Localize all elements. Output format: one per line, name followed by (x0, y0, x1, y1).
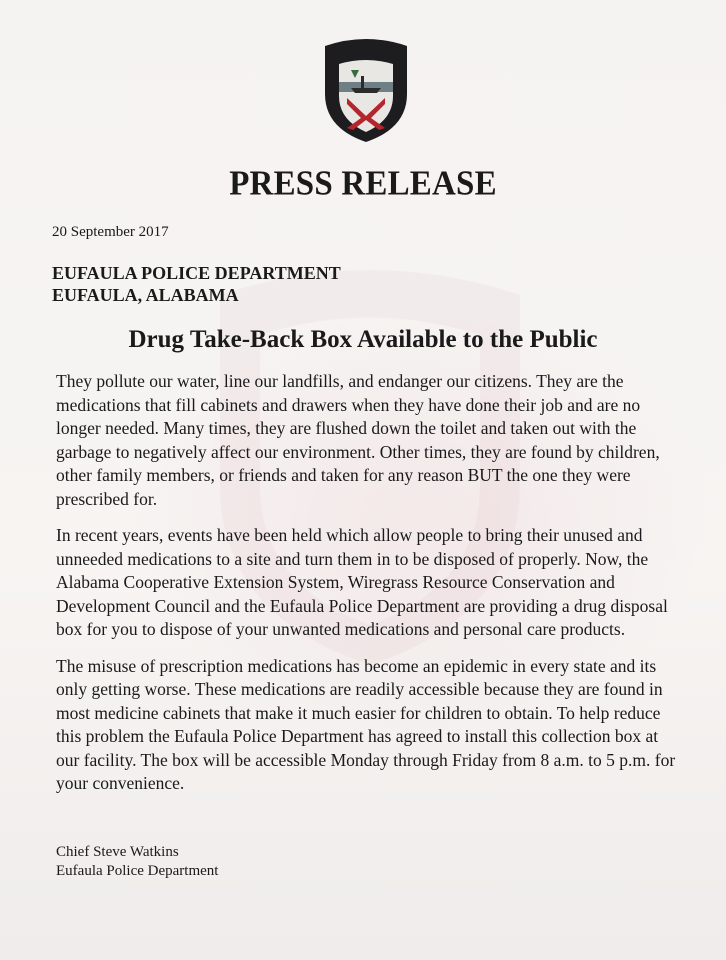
signature-org: Eufaula Police Department (56, 863, 219, 879)
department-name: EUFAULA POLICE DEPARTMENT (52, 263, 341, 283)
body-text (56, 370, 684, 809)
signature-name: Chief Steve Watkins (56, 844, 179, 860)
page-title: PRESS RELEASE (229, 165, 497, 203)
release-date: 20 September 2017 (52, 224, 169, 240)
body-paragraph: They pollute our water, line our landfills, and endanger our citizens. They are the medications that fill cabinets and drawers when they have done their job and are no longer needed. Many times, they are flushed down the toilet and taken out with the garbage to negatively affect our environment. Other times, they are found by children, other family members, or friends and taken for any reason BUT the one they were prescribed for. (56, 371, 660, 509)
police-shield-badge-icon (321, 36, 411, 144)
headline: Drug Take-Back Box Available to the Public (128, 326, 598, 353)
body-paragraph: In recent years, events have been held which allow people to bring their unused and unneeded medications to a site and turn them in to be disposed of properly. Now, the Alabama Cooperative Extension System, Wiregrass Resource Conservation and Development Council and the Eufaula Police Department are providing a drug disposal box for you to dispose of your unwanted medications and personal care products. (56, 525, 668, 639)
department-block (52, 262, 341, 306)
body-paragraph: The misuse of prescription medications has become an epidemic in every state and its only getting worse. These medications are readily accessible because they are found in most medicine cabinets that make it much easier for children to obtain. To help reduce this problem the Eufaula Police Department has agreed to install this collection box at our facility. The box will be accessible Monday through Friday from 8 a.m. to 5 p.m. for your convenience. (56, 655, 676, 793)
department-location: EUFAULA, ALABAMA (52, 285, 239, 305)
signature-block (56, 843, 218, 881)
